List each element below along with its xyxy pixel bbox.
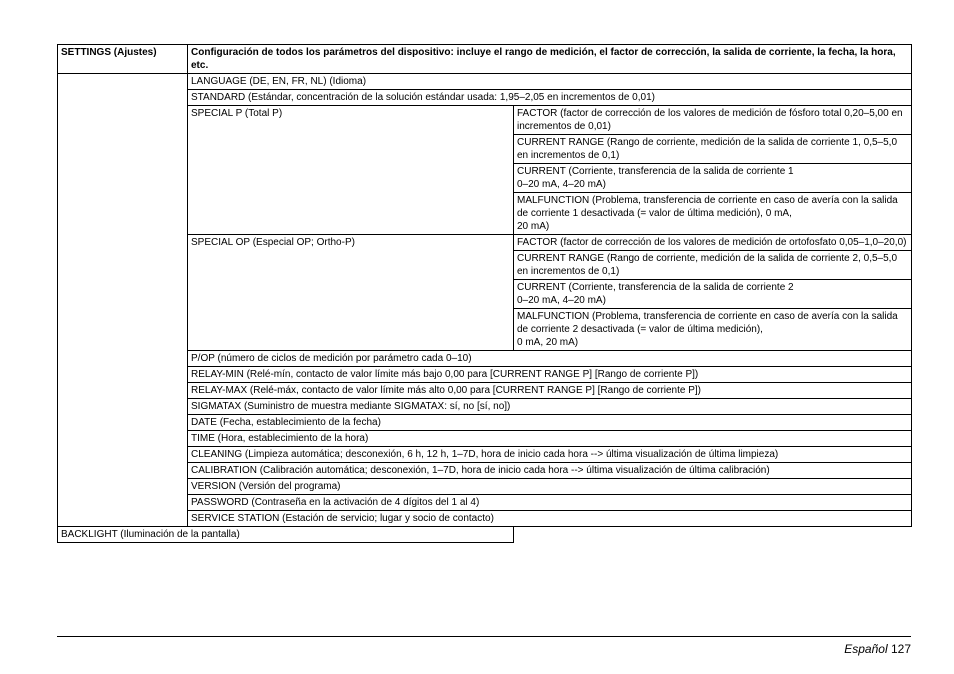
language-cell: LANGUAGE (DE, EN, FR, NL) (Idioma) [188, 74, 912, 90]
date-cell: DATE (Fecha, establecimiento de la fecha) [188, 415, 912, 431]
special-op-current-range: CURRENT RANGE (Rango de corriente, medición de la salida de corriente 2, 0,5–5,0 en incrementos de 0,1) [514, 251, 912, 280]
password-cell: PASSWORD (Contraseña en la activación de 4 dígitos del 1 al 4) [188, 495, 912, 511]
special-p-current-line1: CURRENT (Corriente, transferencia de la salida de corriente 1 [517, 166, 794, 177]
page-number: 127 [890, 642, 911, 656]
table-row [58, 527, 912, 543]
footer-divider [57, 636, 911, 637]
special-p-current-line2: 0–20 mA, 4–20 mA) [517, 179, 606, 190]
calibration-cell: CALIBRATION (Calibración automática; desconexión, 1–7D, hora de inicio cada hora --> última visualización de última calibración) [188, 463, 912, 479]
cleaning-cell: CLEANING (Limpieza automática; desconexión, 6 h, 12 h, 1–7D, hora de inicio cada hora --> última visualización de última limpieza) [188, 447, 912, 463]
special-op-malfunction [514, 309, 912, 351]
pop-cell: P/OP (número de ciclos de medición por parámetro cada 0–10) [188, 351, 912, 367]
page-footer [844, 642, 911, 656]
empty-key-cell [58, 74, 188, 527]
special-op-factor: FACTOR (factor de corrección de los valores de medición de ortofosfato 0,05–1,0–20,0) [514, 235, 912, 251]
version-cell: VERSION (Versión del programa) [188, 479, 912, 495]
special-op-current-line1: CURRENT (Corriente, transferencia de la salida de corriente 2 [517, 282, 794, 293]
special-op-current [514, 280, 912, 309]
special-op-current-line2: 0–20 mA, 4–20 mA) [517, 295, 606, 306]
header-key-cell: SETTINGS (Ajustes) [58, 45, 188, 74]
relay-max-cell: RELAY-MAX (Relé-máx, contacto de valor límite más alto 0,00 para [CURRENT RANGE P] [Rango de corriente P]) [188, 383, 912, 399]
header-row [58, 45, 912, 74]
standard-cell: STANDARD (Estándar, concentración de la solución estándar usada: 1,95–2,05 en incrementos de 0,01) [188, 90, 912, 106]
special-p-current-range: CURRENT RANGE (Rango de corriente, medición de la salida de corriente 1, 0,5–5,0 en incrementos de 0,1) [514, 135, 912, 164]
special-p-malfunction-line1: MALFUNCTION (Problema, transferencia de corriente en caso de avería con la salida de corriente 1 desactivada (= valor de última medición), 0 mA, [517, 195, 898, 219]
special-p-current [514, 164, 912, 193]
special-p-malfunction [514, 193, 912, 235]
header-description-cell: Configuración de todos los parámetros del dispositivo: incluye el rango de medición, el factor de corrección, la salida de corriente, la fecha, la hora, etc. [188, 45, 912, 74]
special-op-malfunction-line1: MALFUNCTION (Problema, transferencia de corriente en caso de avería con la salida de corriente 2 desactivada (= valor de última medición), [517, 311, 898, 335]
special-p-malfunction-line2: 20 mA) [517, 221, 550, 232]
backlight-cell: BACKLIGHT (Iluminación de la pantalla) [58, 527, 514, 543]
time-cell: TIME (Hora, establecimiento de la hora) [188, 431, 912, 447]
special-p-label: SPECIAL P (Total P) [188, 106, 514, 235]
sigmatax-cell: SIGMATAX (Suministro de muestra mediante SIGMATAX: sí, no [sí, no]) [188, 399, 912, 415]
special-op-label: SPECIAL OP (Especial OP; Ortho-P) [188, 235, 514, 351]
special-op-malfunction-line2: 0 mA, 20 mA) [517, 337, 579, 348]
relay-min-cell: RELAY-MIN (Relé-mín, contacto de valor límite más bajo 0,00 para [CURRENT RANGE P] [Rango de corriente P]) [188, 367, 912, 383]
table-row [58, 74, 912, 90]
footer-language: Español [844, 642, 888, 656]
settings-table [57, 44, 912, 543]
service-station-cell: SERVICE STATION (Estación de servicio; lugar y socio de contacto) [188, 511, 912, 527]
special-p-factor: FACTOR (factor de corrección de los valores de medición de fósforo total 0,20–5,00 en incrementos de 0,01) [514, 106, 912, 135]
